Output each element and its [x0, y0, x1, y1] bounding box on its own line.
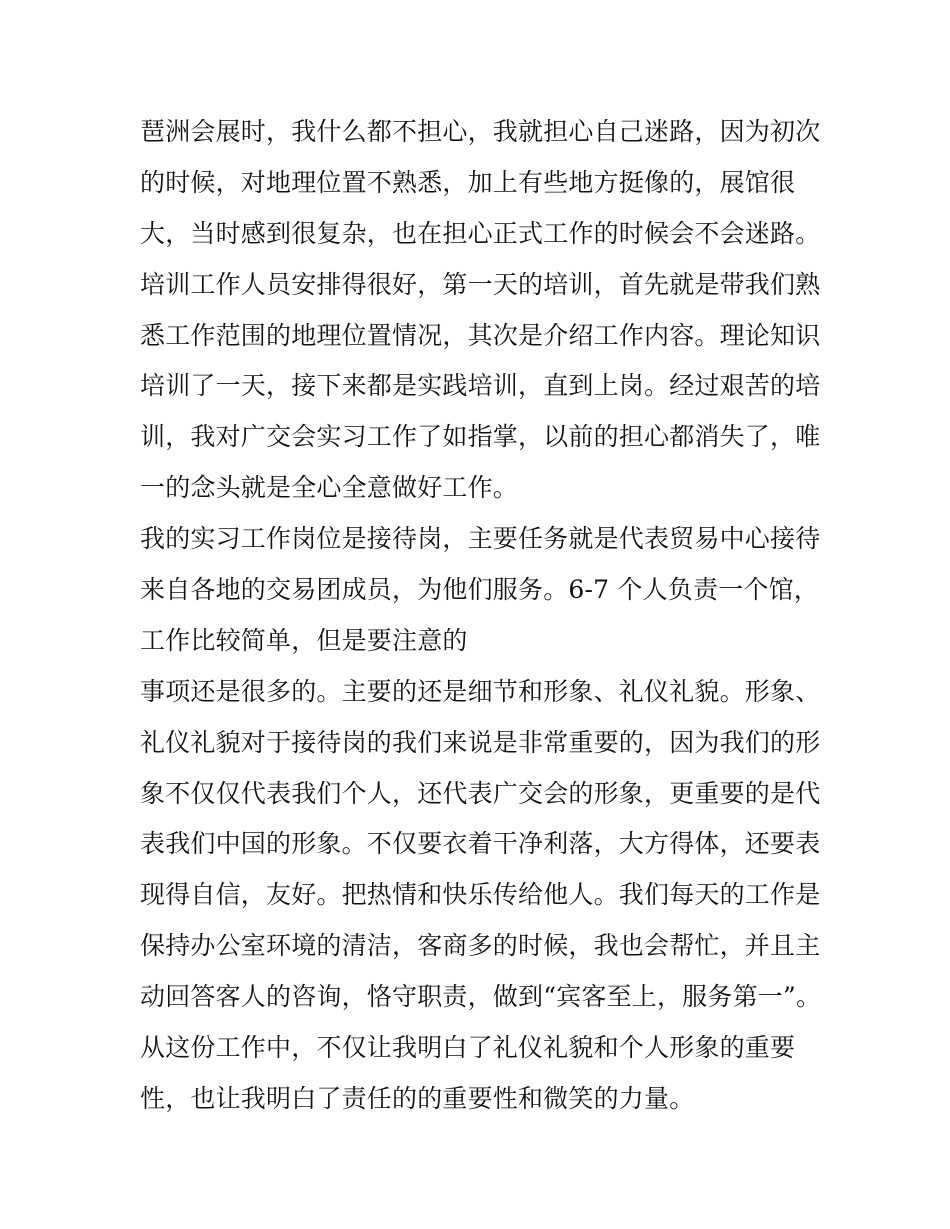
text-line: 悉工作范围的地理位置情况，其次是介绍工作内容。理论知识	[140, 320, 821, 350]
text-line: 从这份工作中，不仅让我明白了礼仪礼貌和个人形象的重要	[140, 1033, 796, 1063]
text-line: 培训工作人员安排得很好，第一天的培训，首先就是带我们熟	[140, 269, 821, 299]
text-line: 事项还是很多的。主要的还是细节和形象、礼仪礼貌。形象、	[140, 676, 821, 706]
text-line: 现得自信，友好。把热情和快乐传给他人。我们每天的工作是	[140, 880, 821, 910]
text-line: 礼仪礼貌对于接待岗的我们来说是非常重要的，因为我们的形	[140, 727, 821, 757]
text-line: 琶洲会展时，我什么都不担心，我就担心自己迷路，因为初次	[140, 117, 821, 146]
body-text	[140, 107, 820, 1125]
text-line: 大，当时感到很复杂，也在担心正式工作的时候会不会迷路。	[140, 218, 821, 248]
text-line: 象不仅仅代表我们个人，还代表广交会的形象，更重要的是代	[140, 778, 821, 808]
text-line: 一的念头就是全心全意做好工作。	[140, 473, 519, 503]
text-line: 性，也让我明白了责任的的重要性和微笑的力量。	[140, 1083, 695, 1113]
text-line: 工作比较简单，但是要注意的	[140, 625, 468, 655]
text-line: 训，我对广交会实习工作了如指掌，以前的担心都消失了，唯	[140, 422, 821, 452]
text-line: 的时候，对地理位置不熟悉，加上有些地方挺像的，展馆很	[140, 167, 796, 197]
text-line: 我的实习工作岗位是接待岗，主要任务就是代表贸易中心接待	[140, 524, 821, 554]
text-line: 培训了一天，接下来都是实践培训，直到上岗。经过艰苦的培	[140, 371, 821, 401]
text-line: 表我们中国的形象。不仅要衣着干净利落，大方得体，还要表	[140, 829, 821, 859]
text-line: 动回答客人的咨询，恪守职责，做到“宾客至上，服务第一”。	[140, 982, 822, 1012]
text-line: 保持办公室环境的清洁，客商多的时候，我也会帮忙，并且主	[140, 931, 821, 961]
text-line: 来自各地的交易团成员，为他们服务。6-7 个人负责一个馆，	[140, 575, 820, 605]
